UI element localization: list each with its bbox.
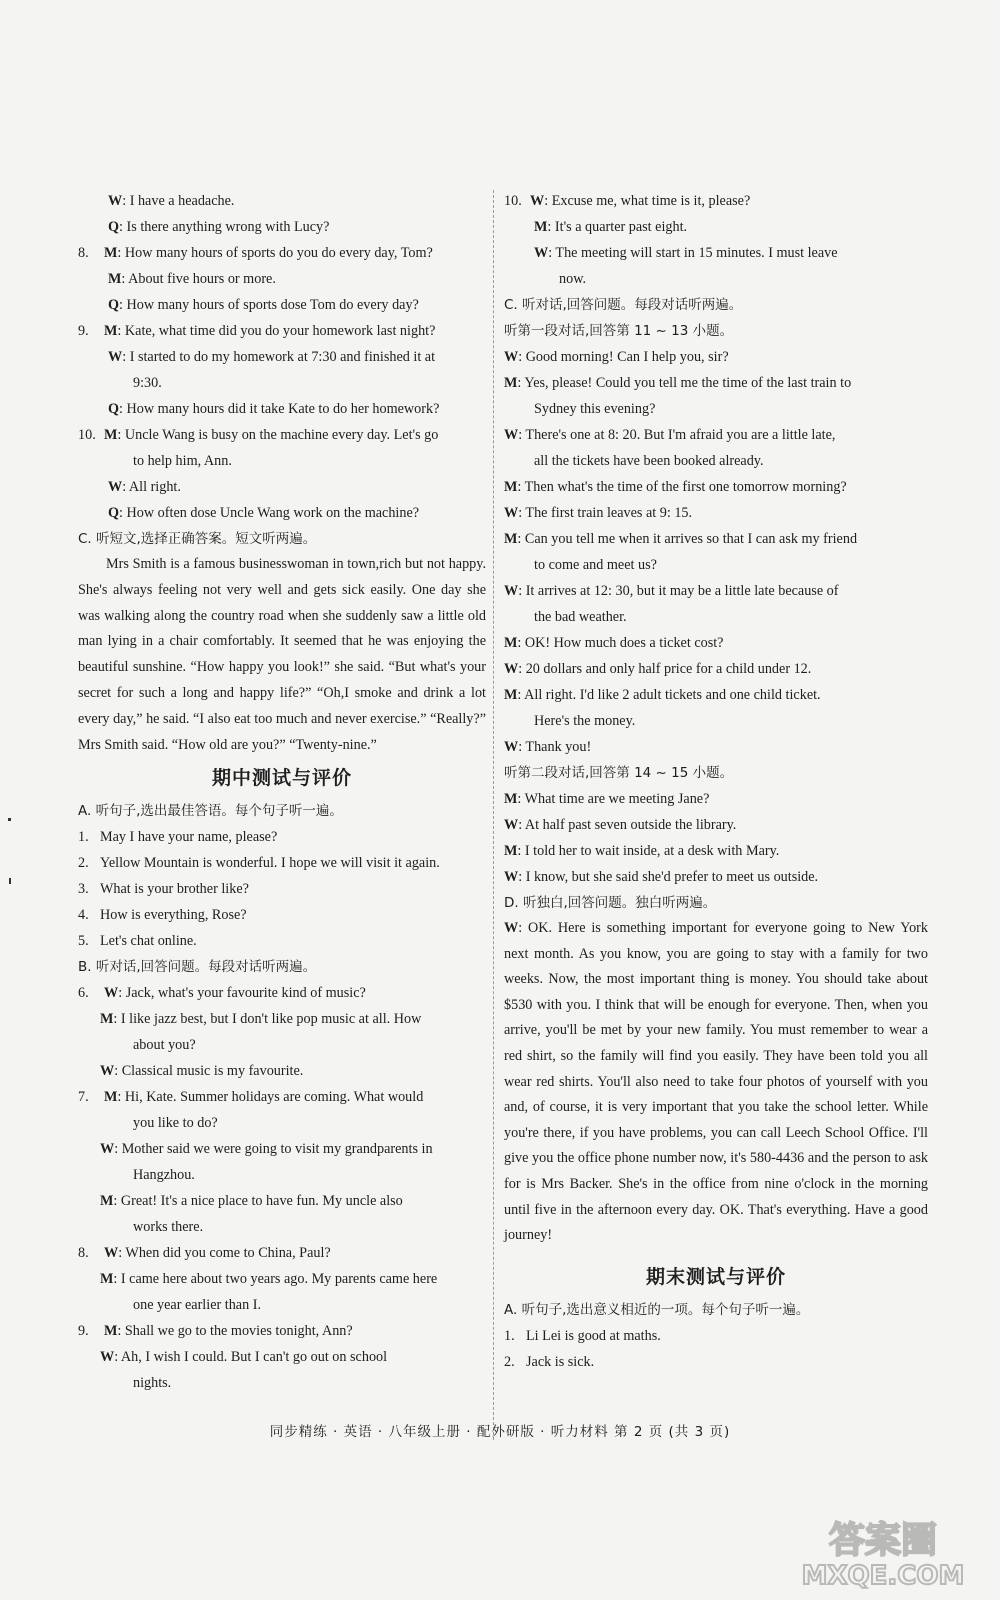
speaker-colon: : — [518, 349, 526, 365]
line-text: Is there anything wrong with Lucy? — [126, 219, 330, 235]
text-line — [504, 318, 928, 344]
text-line — [504, 500, 928, 526]
line-text: OK! How much does a ticket cost? — [524, 635, 724, 651]
speaker-colon: : — [114, 1063, 122, 1080]
speaker-label: M — [104, 1323, 118, 1340]
speaker-colon: : — [117, 1089, 125, 1106]
line-text: May I have your name, please? — [100, 829, 278, 846]
speaker-label: W — [100, 1141, 115, 1158]
line-text: to come and meet us? — [534, 557, 657, 573]
line-text: I told her to wait inside, at a desk with Mary. — [524, 843, 780, 859]
line-text: What time are we meeting Jane? — [524, 791, 710, 807]
line-text: 9:30. — [133, 375, 162, 391]
speaker-label: M — [534, 219, 548, 235]
text-line — [504, 396, 928, 422]
line-text: now. — [559, 271, 587, 287]
speaker-colon: : — [118, 985, 126, 1002]
item-number: 5. — [78, 933, 89, 950]
speaker-colon: : — [518, 661, 526, 677]
line-text: Jack, what's your favourite kind of music? — [125, 985, 366, 1002]
line-text: Uncle Wang is busy on the machine every day. Let's go — [124, 427, 439, 443]
speaker-label: M — [504, 791, 518, 807]
line-text: At half past seven outside the library. — [524, 817, 737, 833]
speaker-colon: : — [518, 583, 526, 599]
speaker-label: M — [104, 427, 118, 443]
text-line — [78, 396, 486, 422]
speaker-label: W — [504, 920, 519, 936]
line-text: The meeting will start in 15 minutes. I must leave — [555, 245, 838, 261]
text-line — [504, 604, 928, 630]
text-line — [78, 1084, 486, 1110]
speaker-label: W — [504, 583, 519, 599]
line-text: works there. — [133, 1219, 204, 1236]
watermark-main: 答案圈 — [828, 1520, 938, 1561]
line-text: the bad weather. — [534, 609, 627, 625]
line-text: you like to do? — [133, 1115, 218, 1132]
text-line — [78, 1318, 486, 1344]
text-line — [504, 370, 928, 396]
line-text: All right. I'd like 2 adult tickets and one child ticket. — [524, 687, 821, 703]
item-number: 3. — [78, 881, 89, 898]
text-line — [78, 500, 486, 526]
line-text: I know, but she said she'd prefer to meet us outside. — [525, 869, 819, 885]
speaker-colon: : — [114, 1141, 122, 1158]
speaker-colon: : — [119, 401, 127, 417]
speaker-label: W — [504, 739, 519, 755]
line-text: Can you tell me when it arrives so that I can ask my friend — [524, 531, 858, 547]
line-text: How many hours of sports do you do every day, Tom? — [124, 245, 433, 261]
text-line — [78, 370, 486, 396]
text-line — [504, 240, 928, 266]
line-text: Hi, Kate. Summer holidays are coming. What would — [124, 1089, 424, 1106]
speaker-label: W — [108, 479, 123, 495]
text-line — [78, 1058, 486, 1084]
page-footer: 同步精练 · 英语 · 八年级上册 · 配外研版 · 听力材料 第 2 页 (共 3 页) — [269, 1424, 731, 1440]
speaker-colon: : — [517, 531, 525, 547]
line-text: How many hours of sports dose Tom do every day? — [126, 297, 419, 313]
text-line — [504, 448, 928, 474]
line-text: When did you come to China, Paul? — [125, 1245, 331, 1262]
text-line — [78, 824, 486, 850]
section-instruction: 听第二段对话,回答第 14 ~ 15 小题。 — [504, 765, 734, 781]
speaker-label: W — [104, 1245, 119, 1262]
text-line — [78, 448, 486, 474]
monologue-text — [504, 916, 928, 1249]
line-text: Jack is sick. — [526, 1353, 595, 1370]
speaker-colon: : — [517, 687, 525, 703]
line-text: nights. — [133, 1375, 172, 1392]
speaker-label: M — [504, 479, 518, 495]
item-number: 10. — [504, 193, 522, 209]
speaker-colon: : — [114, 1349, 121, 1366]
speaker-label: W — [108, 193, 123, 209]
text-line — [504, 526, 928, 552]
speaker-label: M — [100, 1011, 114, 1028]
speaker-label: M — [104, 245, 118, 261]
line-text: Thank you! — [525, 739, 592, 755]
speaker-label: W — [100, 1349, 115, 1366]
text-line — [504, 552, 928, 578]
item-number: 8. — [78, 245, 89, 261]
line-text: How is everything, Rose? — [100, 907, 247, 924]
speaker-label: Q — [108, 219, 120, 235]
item-number: 8. — [78, 1245, 89, 1262]
line-text: about you? — [133, 1037, 196, 1054]
text-line — [78, 902, 486, 928]
speaker-label: M — [504, 843, 518, 859]
item-number: 1. — [78, 829, 89, 846]
line-text: All right. — [128, 479, 181, 495]
line-text: Here's the money. — [534, 713, 636, 729]
speaker-label: M — [108, 271, 122, 287]
item-number: 2. — [78, 855, 89, 872]
text-line — [78, 1032, 486, 1058]
text-line — [78, 266, 486, 292]
speaker-label: W — [530, 193, 545, 209]
item-number: 9. — [78, 1323, 89, 1340]
text-line — [78, 1162, 486, 1188]
text-line — [78, 344, 486, 370]
line-text: Excuse me, what time is it, please? — [551, 193, 751, 209]
speaker-colon: : — [518, 817, 525, 833]
text-line — [504, 292, 928, 318]
speaker-colon: : — [117, 1323, 125, 1340]
speaker-colon: : — [113, 1011, 121, 1028]
text-line — [504, 266, 928, 292]
line-text: Hangzhou. — [133, 1167, 195, 1184]
text-line — [504, 734, 928, 760]
text-line — [78, 1266, 486, 1292]
speaker-label: W — [504, 349, 519, 365]
section-instruction: B. 听对话,回答问题。每段对话听两遍。 — [78, 959, 317, 976]
text-line — [504, 864, 928, 890]
line-text: Li Lei is good at maths. — [526, 1327, 661, 1344]
text-line — [504, 344, 928, 370]
line-text: I came here about two years ago. My parents came here — [120, 1271, 438, 1288]
speaker-colon: : — [117, 245, 125, 261]
text-line — [78, 1214, 486, 1240]
speaker-colon: : — [113, 1271, 121, 1288]
speaker-colon: : — [517, 375, 525, 391]
line-text: There's one at 8: 20. But I'm afraid you are a little late, — [525, 427, 836, 443]
speaker-colon: : — [122, 193, 130, 209]
text-line — [504, 214, 928, 240]
text-line — [504, 630, 928, 656]
speaker-colon: : — [121, 271, 129, 287]
speaker-colon: : — [517, 791, 525, 807]
speaker-colon: : — [113, 1193, 121, 1210]
speaker-colon: : — [119, 297, 127, 313]
text-line — [504, 708, 928, 734]
text-line — [504, 1297, 928, 1323]
speaker-colon: : — [548, 245, 556, 261]
speaker-label: W — [504, 817, 519, 833]
final-title: 期末测试与评价 — [645, 1265, 786, 1288]
line-text: I started to do my homework at 7:30 and finished it at — [129, 349, 436, 365]
scan-speck — [8, 818, 11, 821]
item-number: 2. — [504, 1353, 515, 1370]
text-line — [78, 798, 486, 824]
section-instruction: C. 听短文,选择正确答案。短文听两遍。 — [78, 531, 317, 547]
speaker-colon: : — [122, 479, 129, 495]
line-text: Ah, I wish I could. But I can't go out on school — [120, 1349, 388, 1366]
speaker-colon: : — [122, 349, 130, 365]
item-number: 7. — [78, 1089, 89, 1106]
text-line — [78, 422, 486, 448]
line-text: Shall we go to the movies tonight, Ann? — [124, 1323, 353, 1340]
text-line — [78, 188, 486, 214]
line-text: Good morning! Can I help you, sir? — [525, 349, 729, 365]
speaker-colon: : — [517, 479, 525, 495]
speaker-colon: : — [119, 219, 127, 235]
speaker-colon: : — [517, 635, 525, 651]
line-text: How often dose Uncle Wang work on the machine? — [126, 505, 420, 521]
monologue-body: OK. Here is something important for everyone going to New York next month. As you know, you are going to stay with a family for two weeks. Now, the most important thing is money. You should take about $530 with you. I think that will be enough for everyone. Then, when you arrive, you'll be met by your new family. You must remember to wear a red shirt, so the family will find you easily. They have been told you all wear red shirts. You'll also need to take four photos of yourself with you and, of course, it is very important that you take the school letter. While you're there, if you have problems, you can call Leech School Office. I'll give you the office phone number now, it's 580-4436 and the person to ask for is Mrs Backer. She's in the office from nine o'clock in the morning until five in the afternoon every day. OK. That's everything. Have a good journey! — [504, 920, 928, 1244]
line-text: one year earlier than I. — [133, 1297, 262, 1314]
text-line — [78, 474, 486, 500]
item-number: 10. — [78, 427, 96, 443]
text-line — [78, 1006, 486, 1032]
text-line — [78, 876, 486, 902]
line-text: Then what's the time of the first one tomorrow morning? — [524, 479, 847, 495]
text-line — [78, 850, 486, 876]
line-text: About five hours or more. — [128, 271, 276, 287]
text-line — [78, 1136, 486, 1162]
text-line — [504, 578, 928, 604]
line-text: Classical music is my favourite. — [121, 1063, 304, 1080]
line-text: Yes, please! Could you tell me the time of the last train to — [524, 375, 852, 391]
text-line — [78, 954, 486, 980]
speaker-colon: : — [517, 843, 525, 859]
line-text: It arrives at 12: 30, but it may be a little late because of — [525, 583, 839, 599]
speaker-colon: : — [119, 505, 127, 521]
line-text: I have a headache. — [129, 193, 235, 209]
text-line — [504, 1323, 928, 1349]
speaker-label: M — [504, 375, 518, 391]
text-line — [504, 656, 928, 682]
line-text: Great! It's a nice place to have fun. My uncle also — [120, 1193, 403, 1210]
text-line — [78, 214, 486, 240]
line-text: Sydney this evening? — [534, 401, 656, 417]
line-text: What is your brother like? — [100, 881, 249, 898]
speaker-label: W — [504, 661, 519, 677]
section-instruction: D. 听独白,回答问题。独白听两遍。 — [504, 895, 717, 911]
midterm-title: 期中测试与评价 — [211, 767, 352, 790]
text-line — [78, 1188, 486, 1214]
line-text: all the tickets have been booked already. — [534, 453, 764, 469]
text-line — [78, 1110, 486, 1136]
speaker-label: Q — [108, 505, 120, 521]
text-line — [504, 474, 928, 500]
speaker-label: W — [504, 869, 519, 885]
text-line — [504, 786, 928, 812]
speaker-label: W — [534, 245, 549, 261]
item-number: 6. — [78, 985, 89, 1002]
line-text: 20 dollars and only half price for a child under 12. — [525, 661, 812, 677]
watermark-logo — [788, 1510, 978, 1590]
speaker-label: W — [108, 349, 123, 365]
text-line — [78, 1344, 486, 1370]
scan-speck — [9, 878, 11, 884]
left-column — [78, 188, 486, 1396]
item-number: 4. — [78, 907, 89, 924]
line-text: I like jazz best, but I don't like pop music at all. How — [120, 1011, 422, 1028]
text-line — [504, 1349, 928, 1375]
speaker-label: W — [504, 505, 519, 521]
text-line — [78, 526, 486, 552]
text-line — [78, 1240, 486, 1266]
section-instruction: C. 听对话,回答问题。每段对话听两遍。 — [504, 297, 743, 313]
speaker-colon: : — [117, 323, 125, 339]
text-line — [78, 928, 486, 954]
speaker-colon: : — [518, 505, 526, 521]
speaker-label: M — [104, 323, 118, 339]
speaker-label: W — [104, 985, 119, 1002]
text-line — [504, 682, 928, 708]
passage-text: Mrs Smith is a famous businesswoman in town,rich but not happy. She's always feeling not very well and gets sick easily. One day she was walking along the country road when she suddenly saw a little old man lying in a chair comfortably. It seemed that he was enjoying the beautiful sunshine. “How happy you look!” she said. “But what's your secret for such a long and happy life?” “Oh,I smoke and drink a lot every day,” he said. “I also eat too much and never exercise.” “Really?” Mrs Smith said. “How old are you?” “Twenty-nine.” — [78, 556, 486, 753]
section-instruction: 听第一段对话,回答第 11 ~ 13 小题。 — [504, 323, 734, 339]
text-line — [78, 980, 486, 1006]
item-number: 1. — [504, 1327, 515, 1344]
section-instruction: A. 听句子,选出意义相近的一项。每个句子听一遍。 — [504, 1301, 810, 1318]
column-divider — [493, 190, 494, 1440]
speaker-label: W — [100, 1063, 115, 1080]
watermark-sub: MXQE.COM — [801, 1561, 965, 1590]
speaker-label: M — [504, 531, 518, 547]
speaker-label: M — [104, 1089, 118, 1106]
line-text: Yellow Mountain is wonderful. I hope we will visit it again. — [100, 855, 440, 872]
speaker-colon: : — [518, 869, 526, 885]
line-text: Mother said we were going to visit my grandparents in — [121, 1141, 433, 1158]
speaker-label: M — [504, 687, 518, 703]
speaker-colon: : — [117, 427, 125, 443]
text-line — [504, 812, 928, 838]
text-line — [78, 318, 486, 344]
line-text: The first train leaves at 9: 15. — [525, 505, 693, 521]
speaker-colon: : — [118, 1245, 126, 1262]
right-column — [504, 188, 928, 1375]
speaker-colon: : — [518, 920, 529, 936]
speaker-colon: : — [518, 427, 526, 443]
line-text: to help him, Ann. — [133, 453, 232, 469]
speaker-label: M — [100, 1193, 114, 1210]
speaker-colon: : — [547, 219, 555, 235]
speaker-label: Q — [108, 401, 120, 417]
line-text: Let's chat online. — [100, 933, 197, 950]
section-instruction: A. 听句子,选出最佳答语。每个句子听一遍。 — [78, 803, 343, 820]
text-line — [78, 1292, 486, 1318]
item-number: 9. — [78, 323, 89, 339]
text-line — [78, 292, 486, 318]
speaker-label: W — [504, 427, 519, 443]
text-line — [78, 240, 486, 266]
text-line — [504, 760, 928, 786]
line-text: How many hours did it take Kate to do her homework? — [126, 401, 440, 417]
line-text: Kate, what time did you do your homework last night? — [124, 323, 436, 339]
text-line — [504, 838, 928, 864]
speaker-label: M — [100, 1271, 114, 1288]
line-text: It's a quarter past eight. — [554, 219, 688, 235]
text-line — [504, 890, 928, 916]
speaker-label: Q — [108, 297, 120, 313]
speaker-colon: : — [518, 739, 526, 755]
text-line — [504, 422, 928, 448]
speaker-colon: : — [544, 193, 552, 209]
text-line — [78, 1370, 486, 1396]
text-line — [504, 188, 928, 214]
speaker-label: M — [504, 635, 518, 651]
